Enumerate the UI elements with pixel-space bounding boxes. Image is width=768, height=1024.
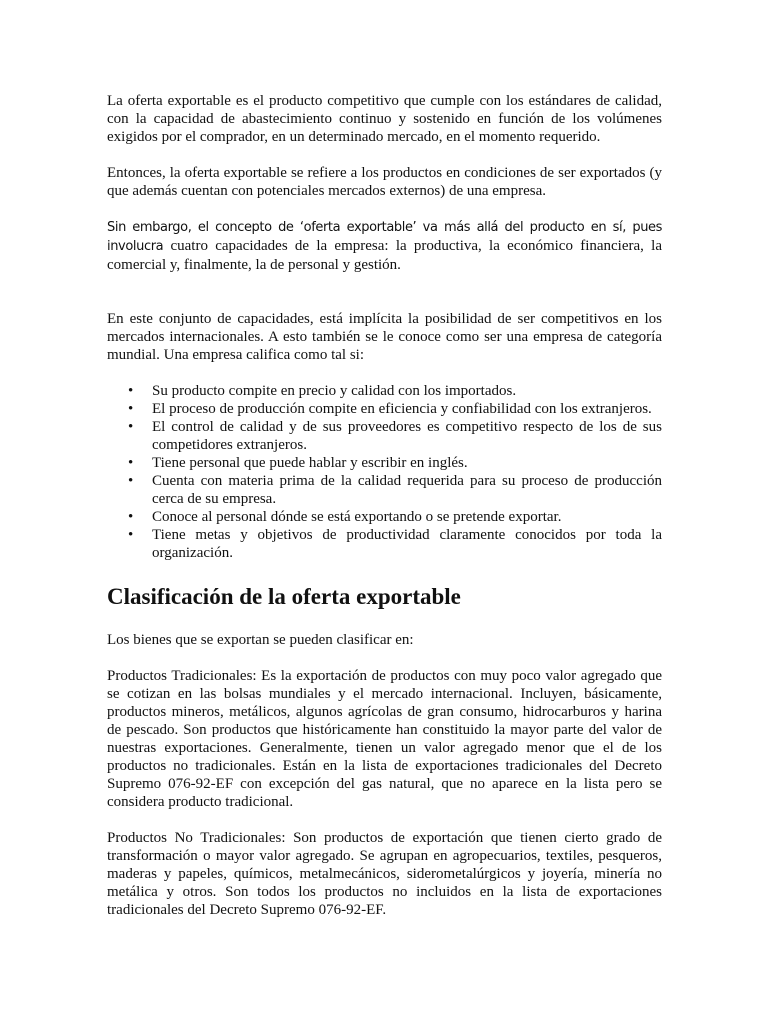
list-item-text: El proceso de producción compite en eficiencia y confiabilidad con los extranjeros.	[152, 401, 652, 417]
bullet-icon: •	[128, 419, 134, 435]
bullet-icon: •	[128, 383, 134, 399]
list-item	[128, 472, 662, 508]
list-item	[128, 526, 662, 562]
paragraph-categoria-mundial: En este conjunto de capacidades, está implícita la posibilidad de ser competitivos en los mercados internacionales. A esto también se le conoce como ser una empresa de categoría mundial. Una empresa califica como tal si:	[107, 311, 662, 363]
paragraph-intro: Los bienes que se exportan se pueden clasificar en:	[107, 632, 414, 648]
bullet-icon: •	[128, 527, 134, 543]
document-body	[107, 92, 662, 919]
list-item	[128, 400, 662, 418]
list-item-text: Cuenta con materia prima de la calidad requerida para su proceso de producción cerca de su empresa.	[152, 473, 662, 507]
list-item	[128, 454, 662, 472]
list-item-text: El control de calidad y de sus proveedores es competitivo respecto de los de sus competidores extranjeros.	[152, 419, 662, 453]
bullet-list	[107, 382, 662, 562]
list-item-text: Conoce al personal dónde se está exportando o se pretende exportar.	[152, 509, 562, 525]
bullet-icon: •	[128, 401, 134, 417]
paragraph-capacidades-lead: Sin embargo, el concepto de ‘oferta exportable’ va más allá del producto en sí, pues involucra	[107, 220, 662, 254]
paragraph-definition: La oferta exportable es el producto competitivo que cumple con los estándares de calidad, con la capacidad de abastecimiento continuo y sostenido en función de los volúmenes exigidos por el comprador, en un determinado mercado, en el momento requerido.	[107, 93, 662, 145]
paragraph-productos-no-tradicionales: Productos No Tradicionales: Son productos de exportación que tienen cierto grado de transformación o mayor valor agregado. Se agrupan en agropecuarios, textiles, pesqueros, maderas y papeles, químicos, metalmecánicos, siderometalúrgicos y joyería, minería no metálica y otros. Son todos los productos no incluidos en la lista de exportaciones tradicionales del Decreto Supremo 076-92-EF.	[107, 830, 662, 918]
list-item-text: Tiene metas y objetivos de productividad claramente conocidos por toda la organización.	[152, 527, 662, 561]
list-item	[128, 382, 662, 400]
list-item-text: Tiene personal que puede hablar y escribir en inglés.	[152, 455, 468, 471]
paragraph-capacidades	[107, 218, 662, 274]
paragraph-entonces: Entonces, la oferta exportable se refiere a los productos en condiciones de ser exportados (y que además cuentan con potenciales mercados externos) de una empresa.	[107, 165, 662, 199]
paragraph-productos-tradicionales: Productos Tradicionales: Es la exportación de productos con muy poco valor agregado que se cotizan en las bolsas mundiales y el mercado internacional. Incluyen, básicamente, productos mineros, metálicos, algunos agrícolas de gran consumo, hidrocarburos y harina de pescado. Son productos que históricamente han constituido la mayor parte del valor de nuestras exportaciones. Generalmente, tienen un valor agregado menor que el de los productos no tradicionales. Están en la lista de exportaciones tradicionales del Decreto Supremo 076-92-EF con excepción del gas natural, que no aparece en la lista pero se considera producto tradicional.	[107, 668, 662, 810]
bullet-icon: •	[128, 509, 134, 525]
paragraph-capacidades-rest: cuatro capacidades de la empresa: la productiva, la económico financiera, la comercial y, finalmente, la de personal y gestión.	[107, 238, 662, 273]
list-item	[128, 508, 662, 526]
bullet-icon: •	[128, 455, 134, 471]
list-item	[128, 418, 662, 454]
list-item-text: Su producto compite en precio y calidad con los importados.	[152, 383, 517, 399]
section-heading: Clasificación de la oferta exportable	[107, 584, 461, 609]
bullet-icon: •	[128, 473, 134, 489]
